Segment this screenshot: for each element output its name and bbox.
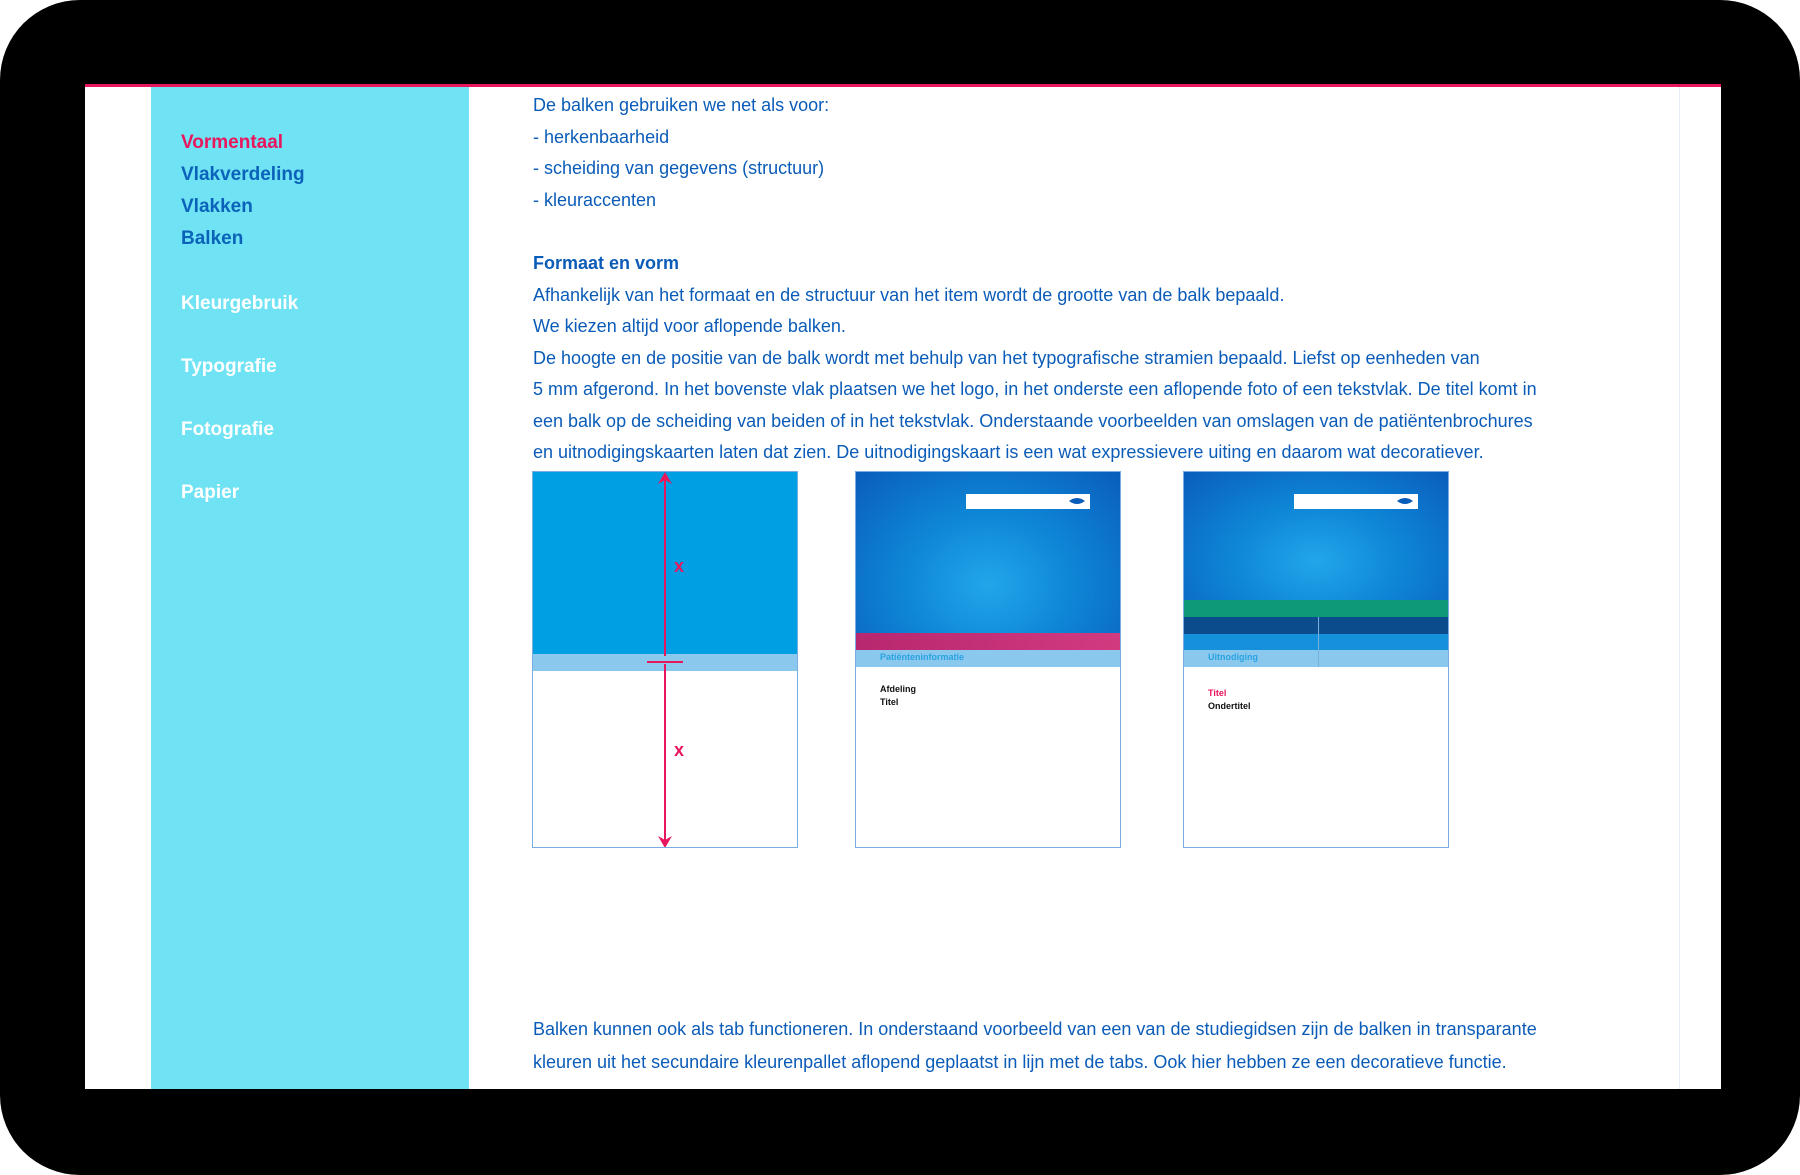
sidebar-item-balken[interactable]: Balken [181,228,244,249]
cover-title: Titel [1208,688,1227,698]
cover-diagram [532,471,798,848]
sidebar-item-typografie[interactable]: Typografie [181,356,277,377]
sidebar-item-papier[interactable]: Papier [181,482,240,503]
accent-bar-pink [856,633,1120,650]
measure-arrow-bottom [664,664,666,842]
measure-label-bottom: x [674,740,685,760]
cover-invitation [1183,471,1449,848]
accent-bar-blue [1184,634,1448,650]
cover-brochure [855,471,1121,848]
bottom-paragraph-line: Balken kunnen ook als tab functioneren. In onderstaand voorbeeld van een van de studiegidsen zijn de balken in transparante [533,1019,1537,1039]
intro-text: De balken gebruiken we net als voor: [533,95,830,115]
cover-band [1184,650,1448,667]
paragraph-line: een balk op de scheiding van beiden of in het tekstvlak. Onderstaande voorbeelden van omslagen van de patiëntenbrochures [533,411,1533,431]
paragraph-line: De hoogte en de positie van de balk wordt met behulp van het typografische stramien bepaald. Liefst op eenheden van [533,348,1480,368]
cover-subtitle: Ondertitel [1208,701,1251,711]
band-label: Uitnodiging [1208,652,1258,662]
cover-text-line: Afdeling [880,684,916,694]
logo-icon [1396,496,1414,506]
bullet-item: - scheiding van gegevens (structuur) [533,158,825,178]
sidebar-item-vlakverdeling[interactable]: Vlakverdeling [181,164,305,185]
sidebar-item-vormentaal[interactable]: Vormentaal [181,132,284,153]
arrow-head-down-icon [657,834,673,848]
paragraph-line: en uitnodigingskaarten laten dat zien. De uitnodigingskaart is een wat expressievere uiting en daarom wat decoratiever. [533,442,1484,462]
band-label: Patiënteninformatie [880,652,965,662]
bottom-paragraph-line: kleuren uit het secundaire kleurenpallet aflopend geplaatst in lijn met de tabs. Ook hier hebben ze een decoratieve functie. [533,1052,1507,1072]
logo-icon [1068,496,1086,506]
bullet-item: - herkenbaarheid [533,127,670,147]
bullet-item: - kleuraccenten [533,190,657,210]
measure-crosshair [647,661,683,663]
cover-photo-gradient [1184,472,1448,600]
arrow-head-up-icon [657,472,673,486]
paragraph-line: We kiezen altijd voor aflopende balken. [533,316,846,336]
accent-bar-navy [1184,617,1448,634]
tab-divider [1318,617,1319,667]
cover-text-line: Titel [880,697,899,707]
measure-arrow-top [664,478,666,656]
paragraph-line: Afhankelijk van het formaat en de structuur van het item wordt de grootte van de balk bepaald. [533,285,1285,305]
sidebar-item-fotografie[interactable]: Fotografie [181,419,274,440]
right-border-line [1679,87,1680,1089]
logo-bar [1294,494,1418,509]
sidebar [151,87,469,1089]
sidebar-item-vlakken[interactable]: Vlakken [181,196,253,217]
sidebar-item-kleurgebruik[interactable]: Kleurgebruik [181,293,299,314]
paragraph-line: 5 mm afgerond. In het bovenste vlak plaatsen we het logo, in het onderste een aflopende foto of een tekstvlak. De titel komt in [533,379,1537,399]
sidebar-nav [181,127,305,509]
cover-band [856,650,1120,667]
logo-bar [966,494,1090,509]
accent-bar-green [1184,600,1448,617]
section-heading: Formaat en vorm [533,253,680,273]
measure-label-top: x [674,556,685,576]
